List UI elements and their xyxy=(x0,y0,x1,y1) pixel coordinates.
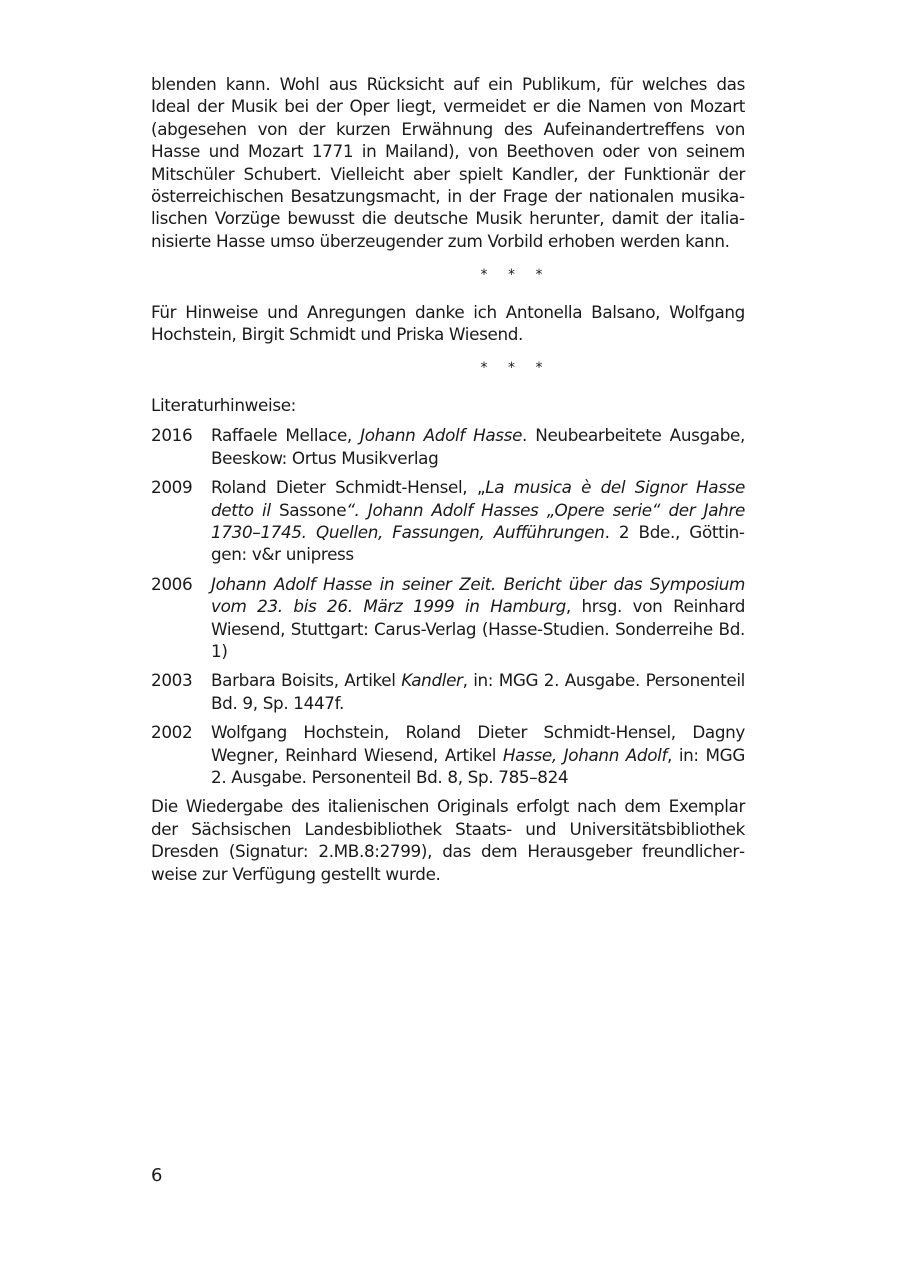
separator-asterism: * * * xyxy=(480,267,551,284)
literature-entry-segment: . 2 Bde., Göttingen: v&r unipress xyxy=(211,521,745,565)
literature-entry-text xyxy=(211,424,745,469)
literature-entry-text xyxy=(211,476,745,566)
intro-paragraph: blenden kann. Wohl aus Rücksicht auf ein Publikum, für welches das Ideal der Musik bei der Oper liegt, vermeidet er die Namen von Mozart (abgesehen von der kurzen Erwähnung des Aufeinandertreffens von Hasse und Mozart 1771 in Mailand), von Beethoven oder von seinem Mitschüler Schubert. Vielleicht aber spielt Kandler, der Funktionär der österreichischen Besatzungsmacht, in der Frage der nationalen musikalischen Vorzüge bewusst die deutsche Musik herunter, damit der italianisierte Hasse umso überzeugender zum Vorbild erhoben werden kann. xyxy=(151,74,745,251)
literature-entry-text xyxy=(211,573,745,663)
literature-list xyxy=(151,424,745,788)
literature-entry-year: 2003 xyxy=(151,670,193,691)
literature-entry-year: 2016 xyxy=(151,425,193,446)
page-body xyxy=(151,73,745,885)
literature-entry xyxy=(151,424,745,469)
literature-entry xyxy=(151,669,745,714)
literature-entry xyxy=(151,573,745,663)
literature-entry xyxy=(151,476,745,566)
literature-entry-segment: Roland Dieter Schmidt-Hensel, „ xyxy=(211,477,486,498)
literature-entry-segment: Barbara Boisits, Artikel xyxy=(211,670,402,691)
literature-entry-title: “. Johann Adolf Hasses „Opere serie“ der Jahre 1730–1745. Quellen, Fassungen, Aufführungen xyxy=(211,499,745,542)
literature-entry-title: Johann Adolf Hasse in seiner Zeit. Bericht über das Symposium vom 23. bis 26. März 1999 in Hamburg xyxy=(211,573,745,617)
literature-entry-title: Johann Adolf Hasse xyxy=(360,425,523,446)
literature-entry-title: La musica è del Signor Hasse detto il xyxy=(211,477,745,520)
literature-entry-year: 2006 xyxy=(151,573,193,594)
literature-entry-title: Hasse, Johann Adolf xyxy=(502,744,668,765)
literature-entry-segment: Raffaele Mellace, xyxy=(211,425,361,446)
literature-entry-segment: . Neubearbeitete Ausgabe, Beeskow: Ortus Musikverlag xyxy=(211,425,745,468)
literature-entry-title: Kandler xyxy=(401,670,463,691)
literature-entry xyxy=(151,721,745,788)
separator-asterism-2: * * * xyxy=(480,360,551,377)
literature-entry-segment: , in: MGG 2. Ausgabe. Personenteil Bd. 8, Sp. 785–824 xyxy=(211,744,745,787)
acknowledgement-paragraph: Für Hinweise und Anregungen danke ich Antonella Balsano, Wolfgang Hochstein, Birgit Schmidt und Priska Wiesend. xyxy=(151,301,745,345)
page-number: 6 xyxy=(151,1165,163,1186)
literature-heading: Literaturhinweise: xyxy=(151,394,296,415)
literature-entry-year: 2002 xyxy=(151,722,193,743)
literature-entry-segment: , hrsg. von Reinhard Wiesend, Stuttgart: Carus-Verlag (Hasse-Studien. Sonderreihe Bd. 1) xyxy=(211,596,745,661)
closing-paragraph: Die Wiedergabe des italienischen Originals erfolgt nach dem Exemplar der Sächsischen Landesbibliothek Staats- und Universitätsbibliothek Dresden (Signatur: 2.MB.8:2799), das dem Herausgeber freundlicherweise zur Verfügung gestellt wurde. xyxy=(151,796,745,884)
literature-entry-text xyxy=(211,669,745,714)
literature-entry-year: 2009 xyxy=(151,477,193,498)
literature-entry-segment: , in: MGG 2. Ausgabe. Personenteil Bd. 9, Sp. 1447f. xyxy=(211,670,745,713)
literature-entry-text xyxy=(211,721,745,788)
literature-entry-segment: Sassone xyxy=(278,499,347,520)
literature-entry-segment: Wolfgang Hochstein, Roland Dieter Schmidt-Hensel, Dagny Wegner, Reinhard Wiesend, Artikel xyxy=(211,722,745,765)
